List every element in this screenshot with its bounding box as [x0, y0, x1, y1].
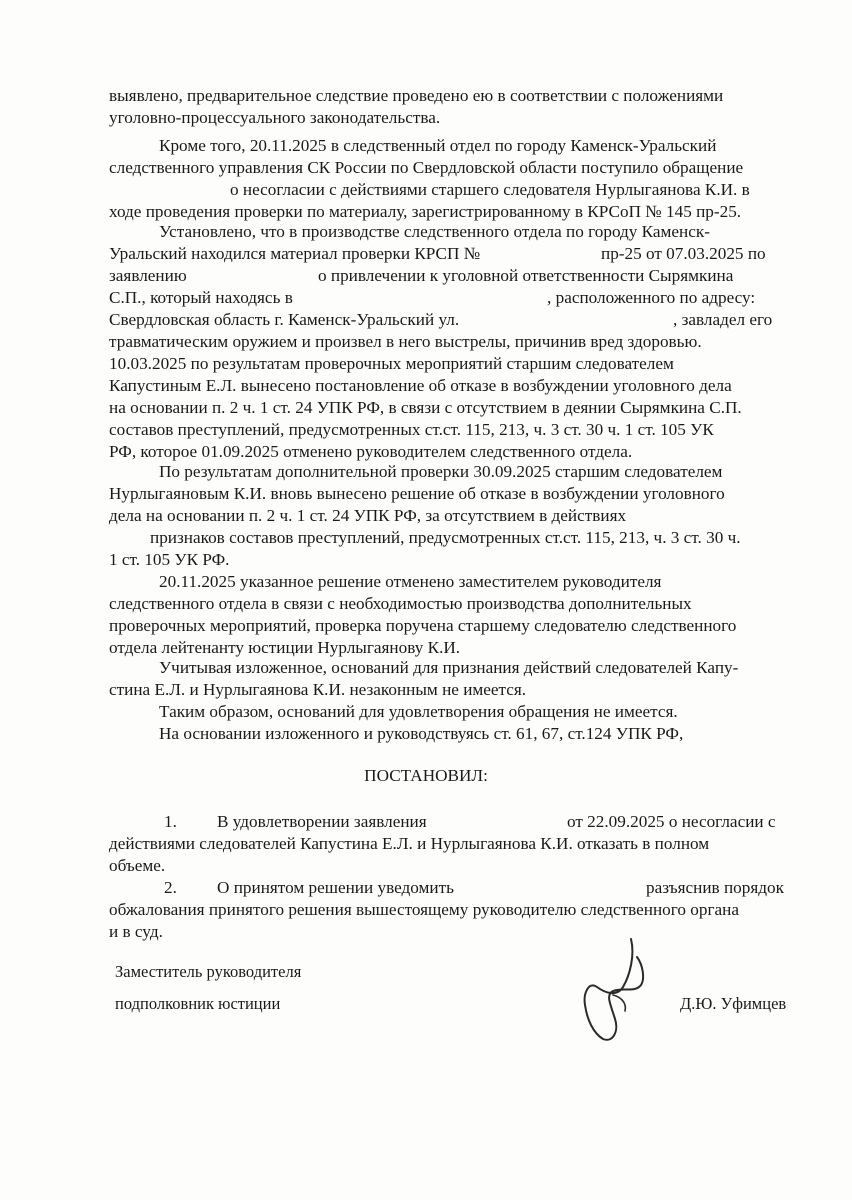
text-line: признаков составов преступлений, предусмотренных ст.ст. 115, 213, ч. 3 ст. 30 ч. — [150, 528, 741, 547]
handwritten-signature — [575, 935, 665, 1045]
text-line: стина Е.Л. и Нурлыгаянова К.И. незаконным не имеется. — [109, 680, 527, 699]
text-line: следственного отдела в связи с необходимостью производства дополнительных — [109, 594, 692, 613]
heading-postanovil: ПОСТАНОВИЛ: — [364, 766, 488, 785]
text-line: 10.03.2025 по результатам проверочных мероприятий старшим следователем — [109, 354, 674, 373]
text-line: уголовно-процессуального законодательства. — [109, 108, 441, 127]
text-fragment: , завладел его — [673, 310, 773, 329]
text-fragment: заявлению — [109, 266, 187, 285]
text-line — [109, 243, 799, 265]
text-line: дела на основании п. 2 ч. 1 ст. 24 УПК РФ, за отсутствием в действиях — [109, 506, 627, 525]
text-fragment: разъяснив порядок — [646, 878, 784, 897]
text-line: травматическим оружием и произвел в него выстрелы, причинив вред здоровью. — [109, 332, 702, 351]
text-line: на основании п. 2 ч. 1 ст. 24 УПК РФ, в связи с отсутствием в деянии Сырямкина С.П. — [109, 398, 742, 417]
text-fragment: Свердловская область г. Каменск-Уральский ул. — [109, 310, 460, 329]
text-line: составов преступлений, предусмотренных ст.ст. 115, 213, ч. 3 ст. 30 ч. 1 ст. 105 УК — [109, 420, 714, 439]
text-line: 20.11.2025 указанное решение отменено заместителем руководителя — [159, 572, 662, 591]
text-fragment: о привлечении к уголовной ответственности Сырямкина — [318, 266, 734, 285]
text-line — [109, 265, 799, 287]
item-number: 1. — [164, 812, 177, 831]
signatory-name: Д.Ю. Уфимцев — [680, 994, 787, 1013]
text-fragment: О принятом решении уведомить — [217, 878, 454, 897]
text-line: На основании изложенного и руководствуясь ст. 61, 67, ст.124 УПК РФ, — [159, 724, 684, 743]
text-line: объеме. — [109, 856, 166, 875]
text-line: и в суд. — [109, 922, 163, 941]
text-line: По результатам дополнительной проверки 30.09.2025 старшим следователем — [159, 462, 723, 481]
text-fragment: от 22.09.2025 о несогласии с — [567, 812, 776, 831]
text-fragment: С.П., который находясь в — [109, 288, 293, 307]
text-line: ходе проведения проверки по материалу, зарегистрированному в КРСоП № 145 пр-25. — [109, 202, 742, 221]
text-line: отдела лейтенанту юстиции Нурлыгаянову К.И. — [109, 638, 461, 657]
text-line: следственного управления СК России по Свердловской области поступило обращение — [109, 158, 744, 177]
text-line: Нурлыгаяновым К.И. вновь вынесено решение об отказе в возбуждении уголовного — [109, 484, 725, 503]
text-fragment: Уральский находился материал проверки КРСП № — [109, 244, 481, 263]
text-line: Кроме того, 20.11.2025 в следственный отдел по городу Каменск-Уральский — [159, 136, 717, 155]
text-line: проверочных мероприятий, проверка поручена старшему следователю следственного — [109, 616, 737, 635]
text-line: действиями следователей Капустина Е.Л. и Нурлыгаянова К.И. отказать в полном — [109, 834, 710, 853]
text-line: Капустиным Е.Л. вынесено постановление об отказе в возбуждении уголовного дела — [109, 376, 732, 395]
text-line — [109, 309, 799, 331]
text-line: Установлено, что в производстве следственного отдела по городу Каменск- — [159, 222, 710, 241]
text-fragment: пр-25 от 07.03.2025 по — [601, 244, 766, 263]
resolution-item-2 — [109, 877, 799, 899]
signatory-position: Заместитель руководителя — [115, 962, 302, 981]
resolution-item-1 — [109, 811, 799, 833]
item-number: 2. — [164, 878, 177, 897]
text-fragment: В удовлетворении заявления — [217, 812, 427, 831]
text-line — [109, 287, 799, 309]
text-line: Учитывая изложенное, оснований для признания действий следователей Капу- — [159, 658, 739, 677]
text-line: обжалования принятого решения вышестоящему руководителю следственного органа — [109, 900, 739, 919]
signatory-rank: подполковник юстиции — [115, 994, 281, 1013]
text-line: РФ, которое 01.09.2025 отменено руководителем следственного отдела. — [109, 442, 633, 461]
text-line: 1 ст. 105 УК РФ. — [109, 550, 230, 569]
text-fragment: , расположенного по адресу: — [547, 288, 756, 307]
text-line: выявлено, предварительное следствие проведено ею в соответствии с положениями — [109, 86, 724, 105]
text-line: Таким образом, оснований для удовлетворения обращения не имеется. — [159, 702, 678, 721]
text-line: о несогласии с действиями старшего следователя Нурлыгаянова К.И. в — [230, 180, 750, 199]
